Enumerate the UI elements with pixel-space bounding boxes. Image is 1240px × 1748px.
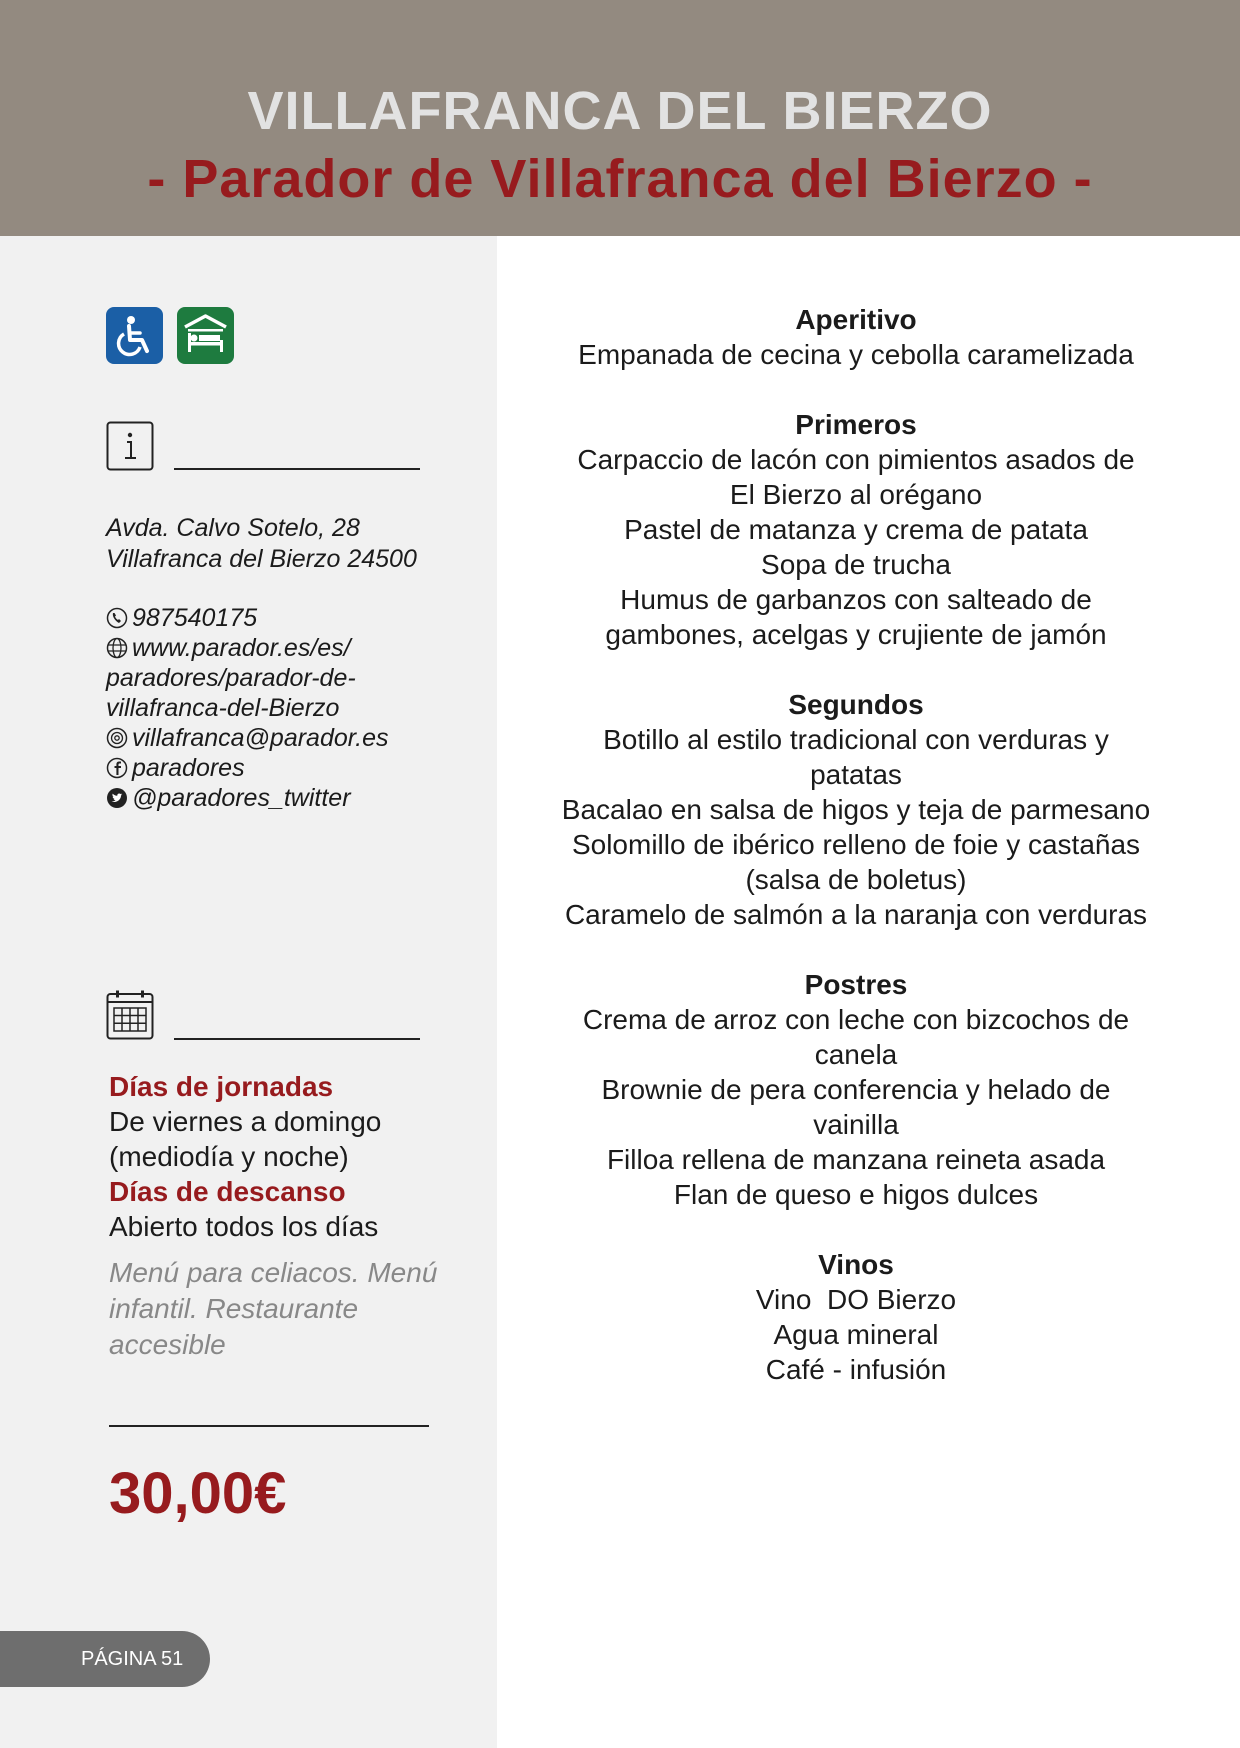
- section-heading: Vinos: [818, 1249, 894, 1280]
- facebook-icon: [106, 756, 128, 778]
- menu-item: Carpaccio de lacón con pimientos asados de: [577, 444, 1135, 475]
- phone-row: [106, 603, 486, 633]
- website-link-cont[interactable]: villafranca-del-Bierzo: [106, 694, 340, 722]
- notes-line: accesible: [109, 1329, 226, 1360]
- menu-section-vinos: [556, 1247, 1156, 1387]
- website-link-cont[interactable]: paradores/parador-de-: [106, 664, 356, 692]
- contact-block: [106, 603, 486, 813]
- menu-item: gambones, acelgas y crujiente de jamón: [605, 619, 1107, 650]
- facebook-row: [106, 753, 486, 783]
- email-link[interactable]: villafranca@parador.es: [132, 724, 389, 752]
- rest-days-label: Días de descanso: [109, 1176, 346, 1207]
- web-row: [106, 633, 486, 663]
- twitter-link[interactable]: @paradores_twitter: [132, 784, 351, 812]
- menu-item: Caramelo de salmón a la naranja con verduras: [564, 899, 1148, 930]
- facebook-link[interactable]: paradores: [132, 754, 245, 782]
- address-line: Villafranca del Bierzo 24500: [106, 545, 417, 573]
- menu-item: Botillo al estilo tradicional con verduras y: [603, 724, 1109, 755]
- menu-item: El Bierzo al orégano: [729, 479, 983, 510]
- menu-content: [556, 302, 1156, 1422]
- address-line: Avda. Calvo Sotelo, 28: [106, 514, 360, 542]
- twitter-icon: [106, 786, 128, 808]
- page-number-tab: PÁGINA 51: [0, 1631, 210, 1687]
- menu-item: Empanada de cecina y cebolla caramelizada: [578, 339, 1134, 370]
- page-header: [0, 0, 1240, 236]
- info-icon: [106, 421, 154, 476]
- service-days-value: De viernes a domingo: [109, 1106, 382, 1137]
- menu-item: Brownie de pera conferencia y helado de: [601, 1074, 1111, 1105]
- service-days-label: Días de jornadas: [109, 1071, 334, 1102]
- page-title: VILLAFRANCA DEL BIERZO: [247, 81, 993, 141]
- menu-item: Solomillo de ibérico relleno de foie y castañas: [571, 829, 1141, 860]
- price-divider: [109, 1425, 429, 1427]
- menu-item: Crema de arroz con leche con bizcochos de: [582, 1004, 1130, 1035]
- menu-section-aperitivo: [556, 302, 1156, 372]
- website-link[interactable]: www.parador.es/es/: [132, 634, 351, 662]
- menu-item: Vino DO Bierzo: [755, 1284, 957, 1315]
- address: [106, 513, 486, 575]
- menu-item: canela: [814, 1039, 898, 1070]
- email-row: [106, 723, 486, 753]
- notes-line: Menú para celiacos. Menú: [109, 1257, 438, 1288]
- menu-notes: [109, 1255, 449, 1363]
- menu-section-postres: [556, 967, 1156, 1212]
- menu-item: Bacalao en salsa de higos y teja de parmesano: [561, 794, 1151, 825]
- section-heading: Primeros: [795, 409, 917, 440]
- menu-item: vainilla: [813, 1109, 899, 1140]
- menu-section-primeros: [556, 407, 1156, 652]
- schedule-block: [109, 1069, 489, 1244]
- menu-item: (salsa de boletus): [745, 864, 967, 895]
- menu-item: Flan de queso e higos dulces: [673, 1179, 1039, 1210]
- menu-price: 30,00€: [109, 1461, 287, 1526]
- at-sign-icon: [106, 726, 128, 748]
- phone-number[interactable]: 987540175: [132, 604, 258, 632]
- menu-item: Agua mineral: [773, 1319, 939, 1350]
- phone-icon: [106, 606, 128, 628]
- menu-item: Sopa de trucha: [761, 549, 951, 580]
- menu-item: Humus de garbanzos con salteado de: [620, 584, 1092, 615]
- section-heading: Aperitivo: [795, 304, 917, 335]
- page-subtitle: - Parador de Villafranca del Bierzo -: [147, 149, 1093, 209]
- menu-item: Pastel de matanza y crema de patata: [624, 514, 1088, 545]
- section-heading: Segundos: [788, 689, 924, 720]
- menu-section-segundos: [556, 687, 1156, 932]
- info-divider: [174, 468, 420, 470]
- service-days-value: (mediodía y noche): [109, 1141, 349, 1172]
- wheelchair-icon: [106, 307, 163, 364]
- schedule-divider: [174, 1038, 420, 1040]
- globe-icon: [106, 636, 128, 658]
- calendar-icon: [106, 990, 154, 1045]
- menu-item: Filloa rellena de manzana reineta asada: [606, 1144, 1106, 1175]
- menu-item: patatas: [810, 759, 902, 790]
- twitter-row: [106, 783, 486, 813]
- menu-item: Café - infusión: [765, 1354, 947, 1385]
- notes-line: infantil. Restaurante: [109, 1293, 359, 1324]
- rest-days-value: Abierto todos los días: [109, 1211, 379, 1242]
- section-heading: Postres: [804, 969, 908, 1000]
- bed-icon: [177, 307, 234, 364]
